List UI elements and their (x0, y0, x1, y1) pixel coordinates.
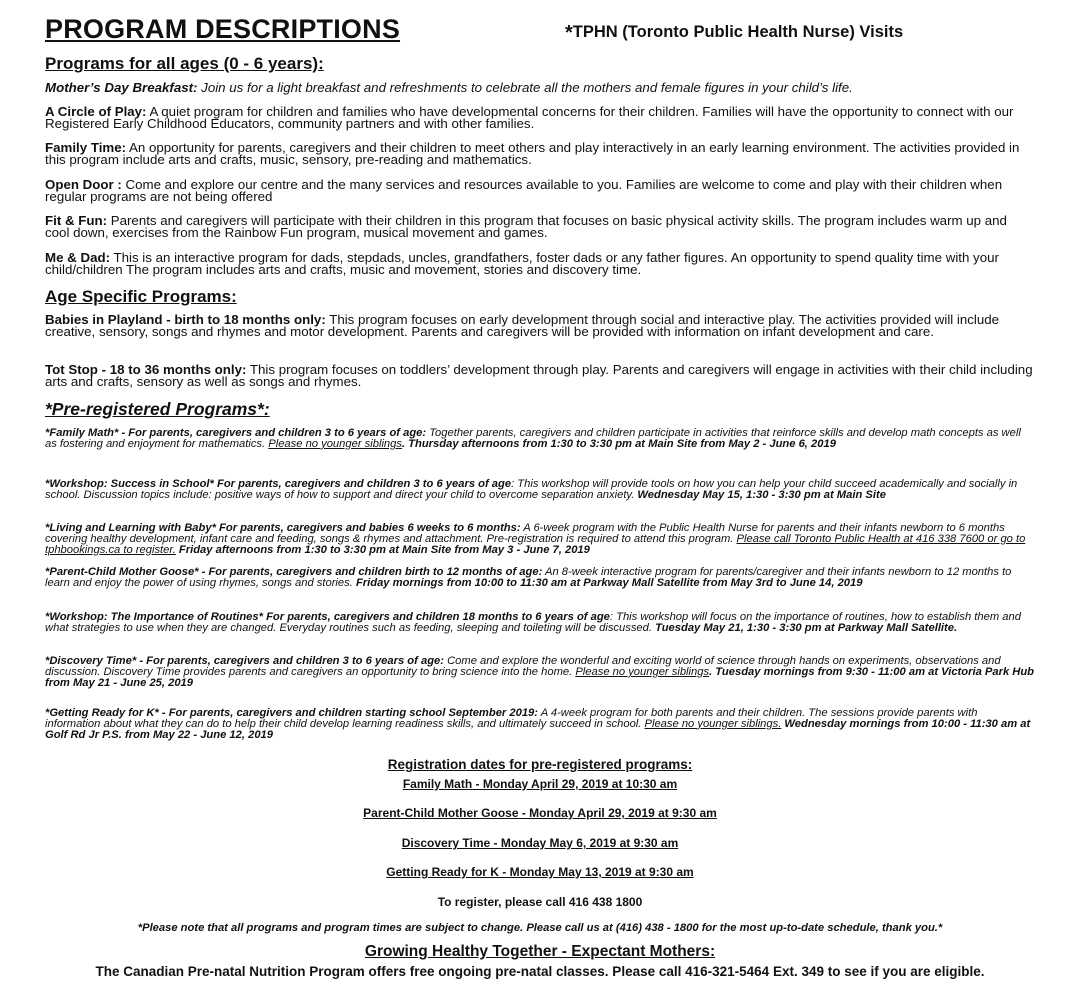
mothers-day-label: Mother’s Day Breakfast: (45, 80, 198, 95)
prenatal-program-text: The Canadian Pre-natal Nutrition Program offers free ongoing pre-natal classes. Please call 416-321-5464 Ext. 349 to see if you are eligible. (95, 964, 985, 979)
discovery-time-schedule: . Tuesday mornings from 9:30 - 11:00 am at Victoria Park Hub from May 21 - June 25, 2019 (45, 665, 1035, 689)
fit-fun-label: Fit & Fun: (45, 213, 108, 228)
tot-stop-paragraph (45, 364, 1035, 389)
tot-stop-label: Tot Stop - 18 to 36 months only: (45, 362, 247, 377)
babies-text: This program focuses on early development through social and interactive play. The activities provided will include creative, sensory, songs and rhymes and motor development. Parents and caregivers will be provided with information on infant development and care. (45, 312, 1000, 340)
workshop-routines-schedule: Tuesday May 21, 1:30 - 3:30 pm at Parkway Mall Satellite. (655, 621, 958, 634)
workshop-school-paragraph (45, 479, 1035, 501)
getting-ready-label: *Getting Ready for K* - For parents, caregivers and children starting school September 2019: (45, 707, 539, 719)
tphn-text: TPHN (Toronto Public Health Nurse) Visits (572, 23, 904, 41)
open-door-label: Open Door : (45, 177, 122, 192)
workshop-routines-label: *Workshop: The Importance of Routines* For parents, caregivers and children 18 months to 6 years of age (45, 611, 610, 623)
circle-of-play-text: A quiet program for children and families who have developmental concerns for their children. Families will have the opportunity to connect with our Registered Early Childhood Educators, community partners and with other families. (45, 104, 1014, 132)
tot-stop-text: This program focuses on toddlers’ development through play. Parents and caregivers will engage in activities with their child including arts and crafts, sensory as well as songs and rhymes. (45, 362, 1033, 390)
register-phone: To register, please call 416 438 1800 (437, 895, 643, 909)
workshop-school-label: *Workshop: Success in School* For parents, caregivers and children 3 to 6 years of age (45, 478, 512, 490)
page-title: PROGRAM DESCRIPTIONS (45, 14, 401, 44)
header (45, 14, 1045, 48)
family-math-paragraph (45, 428, 1035, 450)
workshop-routines-text: : This workshop will focus on the importance of routines, how to establish them and what strategies to use when they are changed. Everyday routines such as feeding, sleeping and toileting will be discussed. (45, 611, 1021, 634)
family-math-text: Together parents, caregivers and children participate in activities that reinforce skills and develop math concepts as well as fostering and enjoyment for mathematics. (45, 427, 1021, 450)
circle-of-play-label: A Circle of Play: (45, 104, 147, 119)
registration-item: Discovery Time - Monday May 6, 2019 at 9:30 am (401, 836, 679, 850)
discovery-time-text: Come and explore the wonderful and exciting world of science through hands on experiments, observations and discussion. Discovery Time provides parents and caregivers an opportunity to bring science into the home. (45, 655, 1001, 678)
babies-paragraph (45, 314, 1035, 339)
mother-goose-paragraph (45, 567, 1035, 589)
discovery-time-paragraph (45, 656, 1035, 688)
open-door-paragraph (45, 179, 1035, 204)
living-learning-label: *Living and Learning with Baby* For parents, caregivers and babies 6 weeks to 6 months: (45, 522, 521, 534)
all-ages-heading: Programs for all ages (0 - 6 years): (45, 54, 324, 73)
registration-item: Parent-Child Mother Goose - Monday April 29, 2019 at 9:30 am (363, 806, 717, 820)
living-learning-paragraph (45, 523, 1035, 555)
mother-goose-label: *Parent-Child Mother Goose* - For parents, caregivers and children birth to 12 months of age: (45, 566, 543, 578)
registration-item: Getting Ready for K - Monday May 13, 2019 at 9:30 am (386, 865, 694, 879)
fit-fun-text: Parents and caregivers will participate with their children in this program that focuses on basic physical activity skills. The program includes warm up and cool down, exercises from the Rainbow Fun program, musical movement and games. (45, 213, 1007, 241)
registration-item: Family Math - Monday April 29, 2019 at 10:30 am (402, 777, 678, 791)
mother-goose-schedule: Friday mornings from 10:00 to 11:30 am at Parkway Mall Satellite from May 3rd to June 14, 2019 (355, 576, 863, 589)
workshop-school-schedule: Wednesday May 15, 1:30 - 3:30 pm at Main Site (637, 488, 886, 501)
me-dad-paragraph (45, 252, 1035, 277)
family-time-paragraph (45, 142, 1035, 167)
me-dad-text: This is an interactive program for dads, stepdads, uncles, grandfathers, foster dads or any father figures. An opportunity to spend quality time with your child/children The program includes arts and crafts, music and movement, stories and discovery time. (45, 250, 999, 278)
family-math-label: *Family Math* - For parents, caregivers and children 3 to 6 years of age: (45, 427, 427, 439)
expectant-mothers-heading: Growing Healthy Together - Expectant Mothers: (364, 943, 716, 960)
family-time-text: An opportunity for parents, caregivers and their children to meet others and play interactively in an early learning environment. The activities provided in this program include arts and crafts, music, sensory, pre-reading and mathematics. (45, 140, 1020, 168)
family-time-label: Family Time: (45, 140, 127, 155)
living-learning-schedule: Friday afternoons from 1:30 to 3:30 pm at Main Site from May 3 - June 7, 2019 (175, 543, 590, 556)
mothers-day-text: Join us for a light breakfast and refreshments to celebrate all the mothers and female figures in your child’s life. (197, 80, 853, 95)
discovery-time-label: *Discovery Time* - For parents, caregivers and children 3 to 6 years of age: (45, 655, 444, 667)
preregistered-heading: *Pre-registered Programs*: (45, 399, 270, 419)
mothers-day-paragraph (45, 82, 1035, 94)
workshop-school-text: : This workshop will provide tools on how you can help your child succeed academically and socially in school. Discussion topics include: positive ways of how to support and direct your child to overcome separation anxiety. (45, 478, 1018, 501)
tphn-star: * (565, 22, 573, 44)
circle-of-play-paragraph (45, 106, 1035, 131)
registration-title: Registration dates for pre-registered programs: (387, 757, 693, 772)
fit-fun-paragraph (45, 215, 1035, 240)
tphn-note (565, 22, 903, 45)
living-learning-register-note: Please call Toronto Public Health at 416 338 7600 or go to tphbookings.ca to register. (45, 532, 1026, 556)
babies-label: Babies in Playland - birth to 18 months only: (45, 312, 326, 327)
age-specific-heading: Age Specific Programs: (45, 287, 237, 306)
getting-ready-text: A 4-week program for both parents and their children. The sessions provide parents with information about what they can do to help their child develop learning readiness skills, and ultimately succeed in school. (45, 707, 978, 730)
getting-ready-paragraph (45, 708, 1035, 740)
getting-ready-schedule: Wednesday mornings from 10:00 - 11:30 am at Golf Rd Jr P.S. from May 22 - June 12, 2019 (45, 717, 1031, 741)
living-learning-text: A 6-week program with the Public Health Nurse for parents and their infants newborn to 6 months covering healthy development, infant care and feeding, songs & rhymes and attachment. Pre-registration is required to attend this program. (45, 522, 1005, 545)
me-dad-label: Me & Dad: (45, 250, 111, 265)
family-math-schedule: . Thursday afternoons from 1:30 to 3:30 pm at Main Site from May 2 - June 6, 2019 (401, 437, 836, 450)
workshop-routines-paragraph (45, 612, 1035, 634)
mother-goose-text: An 8-week interactive program for parents/caregiver and their infants newborn to 12 months to learn and enjoy the power of using rhymes, songs and stories. (45, 566, 1012, 589)
family-math-siblings-note: Please no younger siblings (268, 437, 402, 450)
discovery-time-siblings-note: Please no younger siblings (575, 665, 710, 678)
open-door-text: Come and explore our centre and the many services and resources available to you. Families are welcome to come and play with their children when regular programs are not being offered (45, 177, 1003, 205)
getting-ready-siblings-note: Please no younger siblings. (644, 717, 782, 730)
schedule-change-note: *Please note that all programs and program times are subject to change. Please call us at (416) 438 - 1800 for the most up-to-date schedule, thank you.* (137, 922, 943, 934)
